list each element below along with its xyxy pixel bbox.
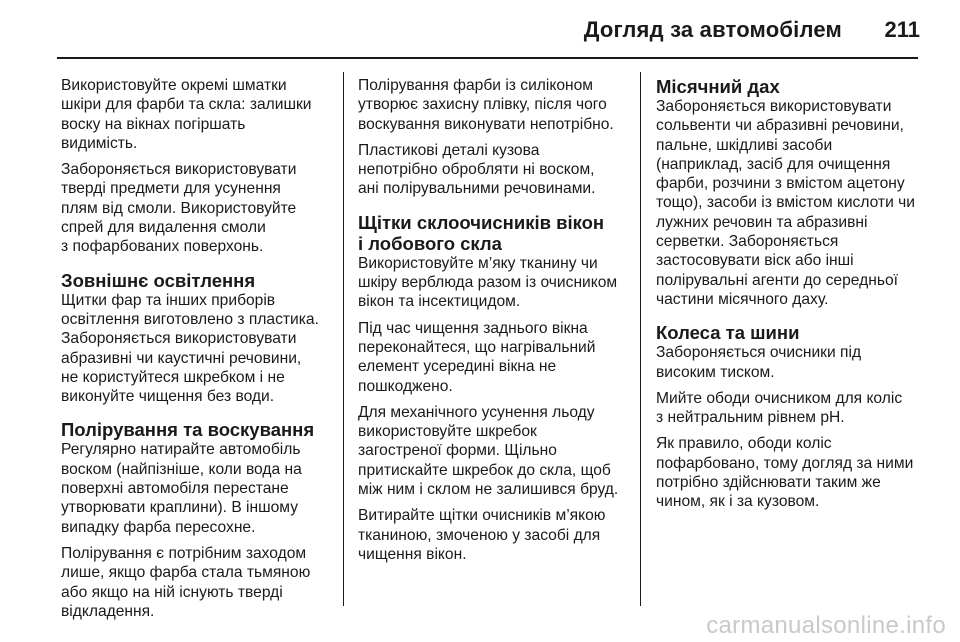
text-line: тверді предмети для усунення <box>61 180 281 198</box>
text-line: воскування виконувати непотрібно. <box>358 115 614 133</box>
text-line: фарби, розчини з вмістом ацетону <box>656 175 905 193</box>
text-line: загостреної форми. Щільно <box>358 442 557 460</box>
heading-line: і лобового скла <box>358 232 502 254</box>
text-line: тканиною, змоченою у засобі для <box>358 526 601 544</box>
text-line: непотрібно обробляти ні воском, <box>358 161 595 179</box>
text-line: Забороняється використовувати <box>656 98 892 115</box>
heading-line: Зовнішнє освітлення <box>61 269 256 291</box>
text-line: утворює захисну плівку, після чого <box>358 96 607 114</box>
paragraph <box>61 76 336 153</box>
section-heading <box>358 212 636 254</box>
text-line: з нейтральним рівнем pH. <box>656 409 845 427</box>
section-heading <box>656 322 928 343</box>
text-line: Для механічного усунення льоду <box>358 403 595 421</box>
text-line: лужних речовин та абразивні <box>656 213 868 231</box>
watermark: carmanualsonline.info <box>706 612 946 639</box>
text-line: воском (найпізніше, коли вода на <box>61 460 302 478</box>
text-line: Як правило, ободи коліс <box>656 435 832 453</box>
paragraph <box>358 403 636 499</box>
text-line: спрей для видалення смоли <box>61 219 266 237</box>
text-line: Полірування є потрібним заходом <box>61 544 307 562</box>
heading-line: Щітки склоочисників вікон <box>358 211 605 233</box>
page-number: 211 <box>884 17 920 42</box>
text-line: елемент усередині вікна не <box>358 358 557 376</box>
text-line: видимість. <box>61 134 138 152</box>
paragraph <box>656 434 928 511</box>
header-rule <box>57 57 918 59</box>
text-line: відкладення. <box>61 602 155 620</box>
text-column-3 <box>656 76 928 519</box>
text-line: пошкоджено. <box>358 377 453 395</box>
text-line: частини місячного даху. <box>656 290 829 308</box>
text-line: полірувальні агенти до середньої <box>656 271 898 289</box>
text-line: вікон та інсектицидом. <box>358 293 521 311</box>
text-line: використовуйте шкребок <box>358 423 537 441</box>
text-column-1 <box>61 76 336 628</box>
heading-line: Колеса та шини <box>656 322 800 344</box>
text-line: шкіру верблюда разом із очисником <box>358 274 618 292</box>
page-header <box>0 0 960 58</box>
text-line: серветки. Забороняється <box>656 233 839 251</box>
text-column-2 <box>358 76 636 571</box>
text-line: освітлення виготовлено з пластика. <box>61 310 319 328</box>
paragraph <box>61 160 336 256</box>
text-line: Використовуйте м’яку тканину чи <box>358 254 598 272</box>
heading-line: Полірування та воскування <box>61 419 315 441</box>
section-heading <box>656 76 928 97</box>
paragraph <box>358 254 636 312</box>
text-line: Щитки фар та інших приборів <box>61 291 276 309</box>
section-heading <box>61 270 336 291</box>
paragraph <box>358 319 636 396</box>
text-line: Забороняється очисники під <box>656 344 862 362</box>
text-line: Під час чищення заднього вікна <box>358 319 588 337</box>
paragraph <box>61 291 336 407</box>
text-line: Забороняється використовувати <box>61 330 297 348</box>
text-line: з пофарбованих поверхонь. <box>61 238 264 256</box>
text-line: пальне, шкідливі засоби <box>656 136 833 154</box>
text-line: ані полірувальними речовинами. <box>358 180 596 198</box>
paragraph <box>61 440 336 536</box>
text-line: абразивні чи каустичні речовини, <box>61 349 302 367</box>
text-line: чином, як і за кузовом. <box>656 493 820 511</box>
text-line: (наприклад, засіб для очищення <box>656 155 891 173</box>
text-line: виконуйте чищення без води. <box>61 388 275 406</box>
paragraph <box>358 76 636 134</box>
text-line: потрібно здійснювати таким же <box>656 474 881 492</box>
text-line: притискайте шкребок до скла, щоб <box>358 461 611 479</box>
text-line: пофарбовано, тому догляд за ними <box>656 454 914 472</box>
text-line: воску на вікнах погіршать <box>61 115 246 133</box>
text-line: Полірування фарби із силіконом <box>358 77 594 94</box>
text-line: високим тиском. <box>656 363 775 381</box>
heading-line: Місячний дах <box>656 76 780 97</box>
text-line: тощо), засоби із вмістом кислоти чи <box>656 194 915 212</box>
paragraph <box>656 343 928 382</box>
text-line: Мийте ободи очисником для коліс <box>656 389 903 407</box>
paragraph <box>61 544 336 621</box>
paragraph <box>656 389 928 428</box>
text-line: або якщо на ній існують тверді <box>61 583 283 601</box>
text-line: переконайтеся, що нагрівальний <box>358 338 596 356</box>
text-line: Регулярно натирайте автомобіль <box>61 441 301 459</box>
text-line: Пластикові деталі кузова <box>358 141 540 159</box>
paragraph <box>358 506 636 564</box>
text-line: плям від смоли. Використовуйте <box>61 199 297 217</box>
text-line: Витирайте щітки очисників м’якою <box>358 507 606 525</box>
column-divider-2 <box>640 72 641 606</box>
text-line: утворювати краплини). В іншому <box>61 499 298 517</box>
text-line: випадку фарба пересохне. <box>61 518 256 536</box>
text-line: Забороняється використовувати <box>61 161 297 179</box>
text-line: поверхні автомобіля перестане <box>61 480 289 498</box>
paragraph <box>358 141 636 199</box>
paragraph <box>656 97 928 309</box>
text-line: чищення вікон. <box>358 545 467 563</box>
text-line: не користуйтеся шкребком і не <box>61 368 285 386</box>
column-divider-1 <box>343 72 344 606</box>
text-line: сольвенти чи абразивні речовини, <box>656 117 904 135</box>
section-heading <box>61 419 336 440</box>
text-line: лише, якщо фарба стала тьмяною <box>61 564 311 582</box>
text-line: Використовуйте окремі шматки <box>61 77 287 94</box>
page-title: Догляд за автомобілем <box>583 17 842 42</box>
text-line: шкіри для фарби та скла: залишки <box>61 96 312 114</box>
text-line: між ним і склом не залишився бруд. <box>358 481 619 499</box>
text-line: застосовувати віск або інші <box>656 252 854 270</box>
